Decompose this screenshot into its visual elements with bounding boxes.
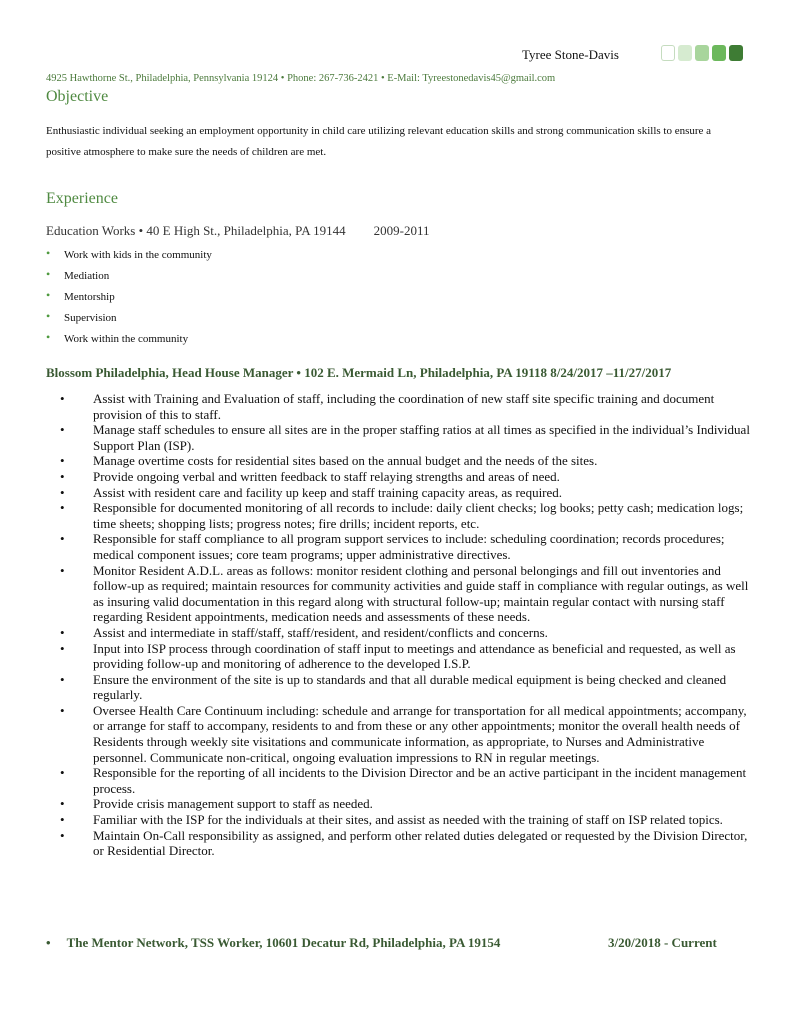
- objective-heading: Objective: [46, 88, 109, 105]
- bullet: •: [60, 531, 65, 547]
- contact-info: 4925 Hawthorne St., Philadelphia, Pennsylvania 19124 • Phone: 267-736-2421 • E-Mail: Tyreestonedavis45@gmail.com: [46, 73, 556, 84]
- list-item: [46, 266, 212, 287]
- list-item-text: Responsible for staff compliance to all program support services to include: scheduling coordination; records procedures; medical component issues; core team programs; upper administrative directives.: [93, 531, 725, 562]
- list-item-text: Familiar with the ISP for the individuals at their sites, and assist as needed with the training of staff on ISP related topics.: [93, 812, 723, 828]
- list-item: [46, 308, 212, 329]
- bullet: •: [60, 422, 65, 438]
- list-item: [60, 453, 750, 469]
- job-dates: 3/20/2018 - Current: [608, 935, 717, 950]
- list-item-text: Assist and intermediate in staff/staff, staff/resident, and resident/conflicts and concerns.: [93, 624, 548, 640]
- bullet: •: [60, 453, 65, 469]
- bullet: •: [60, 702, 65, 718]
- bullet: •: [60, 391, 65, 406]
- list-item-text: Responsible for documented monitoring of all records to include: daily client checks; log books; petty cash; medication logs; time sheets; shopping lists; progress notes; fire drills; incident reports, etc.: [93, 500, 744, 531]
- list-item: [46, 245, 212, 266]
- list-item: [60, 391, 750, 422]
- list-item-text: Oversee Health Care Continuum including: schedule and arrange for transportation for all medical appointments; accompany, or arrange for staff to accompany, residents to and from these or any other appointments; monitor the overall health needs of Residents through weekly site visitations and communicate information, as appropriate, to Nurses and Administrative personnel. Communicate non-critical, ongoing evaluation impressions to RN in regular meetings.: [93, 702, 747, 765]
- job-title: Education Works • 40 E High St., Philadelphia, PA 19144: [46, 223, 346, 238]
- list-item-text: Provide ongoing verbal and written feedback to staff relaying strengths and areas of need.: [93, 468, 560, 484]
- bullet: •: [60, 812, 65, 828]
- list-item-text: Mentorship: [64, 291, 115, 303]
- list-item: [60, 796, 750, 812]
- list-item: [60, 672, 750, 703]
- job-education-works: [46, 223, 429, 239]
- bullet: •: [60, 765, 65, 781]
- list-item: [60, 469, 750, 485]
- list-item-text: Assist with Training and Evaluation of staff, including the coordination of new staff site specific training and document provision of this to staff.: [93, 391, 715, 422]
- bullet: •: [46, 288, 51, 302]
- list-item-text: Input into ISP process through coordination of staff input to meetings and attendance as beneficial and requested, as well as providing follow-up and monitoring of adherence to the developed I.S.P.: [93, 640, 736, 672]
- job1-bullets: [46, 245, 212, 350]
- swatch-square: [695, 45, 709, 61]
- swatch-square: [678, 45, 692, 61]
- list-item-text: Responsible for the reporting of all incidents to the Division Director and be an active participant in the incident management process.: [93, 765, 747, 796]
- swatch-square: [661, 45, 675, 61]
- list-item-text: Manage overtime costs for residential sites based on the annual budget and the needs of the sites.: [93, 453, 598, 469]
- bullet: •: [60, 562, 65, 578]
- job-dates: 2009-2011: [373, 223, 430, 238]
- bullet: •: [46, 309, 51, 323]
- list-item-text: Monitor Resident A.D.L. areas as follows: monitor resident clothing and personal belongings and fill out inventories and follow-up as required; maintain resources for community activities and guide staff in compliance with regular outings, as well as insuring valid documentation in this regard along with structural follow-up; maintain regular contact with nursing staff regarding Resident appointments, medication needs and assessments of these needs.: [93, 562, 749, 625]
- job-mentor-network: [46, 935, 717, 951]
- job-blossom-title: Blossom Philadelphia, Head House Manager • 102 E. Mermaid Ln, Philadelphia, PA 19118 8/24/2017 –11/27/2017: [46, 365, 672, 380]
- list-item: [60, 625, 750, 641]
- bullet: •: [60, 827, 65, 843]
- bullet: •: [60, 796, 65, 812]
- bullet: •: [46, 935, 51, 950]
- bullet: •: [60, 500, 65, 516]
- bullet: •: [60, 640, 65, 656]
- list-item: [46, 329, 212, 350]
- list-item: [60, 828, 750, 859]
- list-item: [60, 703, 750, 765]
- list-item: [60, 531, 750, 562]
- list-item-text: Mediation: [64, 270, 110, 282]
- list-item: [60, 500, 750, 531]
- swatch-square: [729, 45, 743, 61]
- list-item: [46, 287, 212, 308]
- list-item: [60, 641, 750, 672]
- list-item: [60, 422, 750, 453]
- list-item-text: Supervision: [64, 312, 117, 324]
- job2-bullets: [60, 391, 750, 859]
- list-item-text: Assist with resident care and facility up keep and staff training capacity areas, as required.: [93, 484, 563, 500]
- bullet: •: [60, 468, 65, 484]
- bullet: •: [46, 246, 51, 260]
- job-title: The Mentor Network, TSS Worker, 10601 Decatur Rd, Philadelphia, PA 19154: [66, 935, 501, 950]
- bullet: •: [60, 671, 65, 687]
- list-item-text: Provide crisis management support to staff as needed.: [93, 796, 373, 812]
- bullet: •: [60, 484, 65, 500]
- list-item: [60, 485, 750, 501]
- bullet: •: [46, 267, 51, 281]
- list-item-text: Maintain On-Call responsibility as assigned, and perform other related duties delegated or requested by the Division Director, or Residential Director.: [93, 827, 748, 859]
- list-item: [60, 765, 750, 796]
- experience-heading: Experience: [46, 190, 118, 207]
- bullet: •: [60, 624, 65, 640]
- list-item-text: Manage staff schedules to ensure all sites are in the proper staffing ratios at all times as specified in the individual’s Individual Support Plan (ISP).: [93, 422, 750, 453]
- list-item: [60, 563, 750, 625]
- objective-text: Enthusiastic individual seeking an employment opportunity in child care utilizing relevant education skills and strong communication skills to ensure a positive atmosphere to make sure the needs of children are met.: [46, 125, 712, 158]
- swatch-square: [712, 45, 726, 61]
- list-item-text: Work with kids in the community: [64, 249, 212, 261]
- list-item-text: Ensure the environment of the site is up to standards and that all durable medical equipment is being checked and cleaned regularly.: [93, 671, 727, 703]
- list-item-text: Work within the community: [64, 333, 189, 345]
- decorative-swatches: [661, 45, 743, 61]
- list-item: [60, 812, 750, 828]
- bullet: •: [46, 330, 51, 344]
- candidate-name: Tyree Stone-Davis: [522, 47, 619, 62]
